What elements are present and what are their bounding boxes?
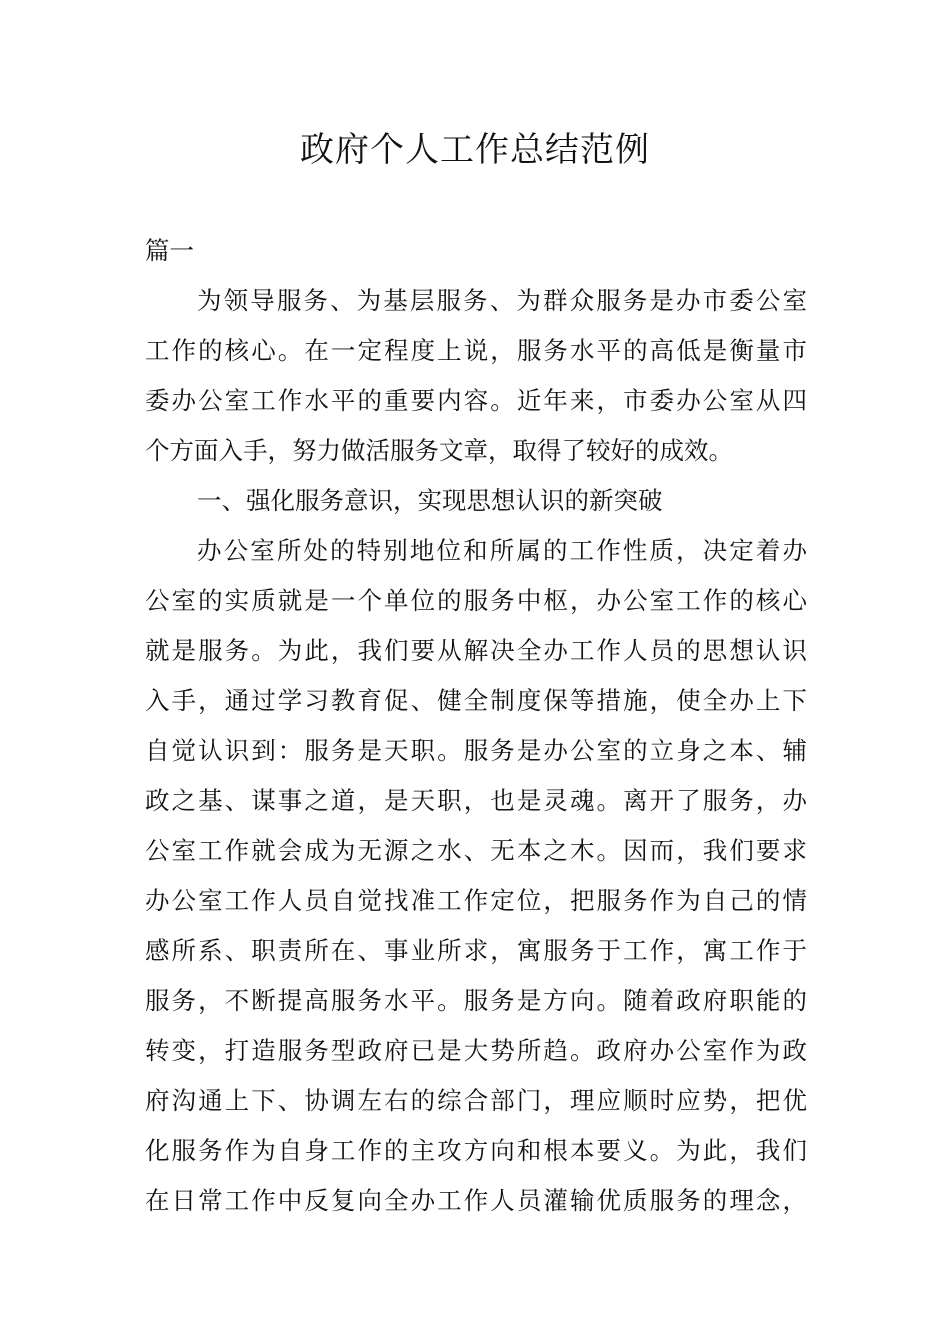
paragraph-line: 就是服务。为此，我们要从解决全办工作人员的思想认识 bbox=[145, 636, 807, 665]
paragraph-line: 工作的核心。在一定程度上说，服务水平的高低是衡量市 bbox=[145, 336, 807, 365]
paragraph-line: 政之基、谋事之道，是天职，也是灵魂。离开了服务，办 bbox=[145, 786, 807, 815]
section-heading: 一、强化服务意识，实现思想认识的新突破 bbox=[197, 486, 663, 515]
paragraph-line: 公室工作就会成为无源之水、无本之木。因而，我们要求 bbox=[145, 836, 807, 865]
paragraph-line: 办公室所处的特别地位和所属的工作性质，决定着办 bbox=[197, 536, 807, 565]
paragraph-line: 化服务作为自身工作的主攻方向和根本要义。为此，我们 bbox=[145, 1136, 807, 1165]
paragraph-line: 为领导服务、为基层服务、为群众服务是办市委公室 bbox=[197, 286, 807, 315]
paragraph-line: 入手，通过学习教育促、健全制度保等措施，使全办上下 bbox=[145, 686, 807, 715]
paragraph-line: 在日常工作中反复向全办工作人员灌输优质服务的理念， bbox=[145, 1186, 807, 1215]
paragraph-line: 府沟通上下、协调左右的综合部门，理应顺时应势，把优 bbox=[145, 1086, 807, 1115]
section-label: 篇一 bbox=[145, 236, 194, 265]
paragraph-line: 委办公室工作水平的重要内容。近年来，市委办公室从四 bbox=[145, 386, 807, 415]
document-title: 政府个人工作总结范例 bbox=[300, 130, 650, 170]
paragraph-line: 自觉认识到：服务是天职。服务是办公室的立身之本、辅 bbox=[145, 736, 807, 765]
document-body bbox=[145, 226, 807, 1226]
paragraph-line: 个方面入手，努力做活服务文章，取得了较好的成效。 bbox=[145, 436, 733, 465]
paragraph-line: 感所系、职责所在、事业所求，寓服务于工作，寓工作于 bbox=[145, 936, 807, 965]
paragraph-line: 服务，不断提高服务水平。服务是方向。随着政府职能的 bbox=[145, 986, 807, 1015]
paragraph-line: 转变，打造服务型政府已是大势所趋。政府办公室作为政 bbox=[145, 1036, 807, 1065]
paragraph-line: 公室的实质就是一个单位的服务中枢，办公室工作的核心 bbox=[145, 586, 807, 615]
paragraph-line: 办公室工作人员自觉找准工作定位，把服务作为自己的情 bbox=[145, 886, 807, 915]
